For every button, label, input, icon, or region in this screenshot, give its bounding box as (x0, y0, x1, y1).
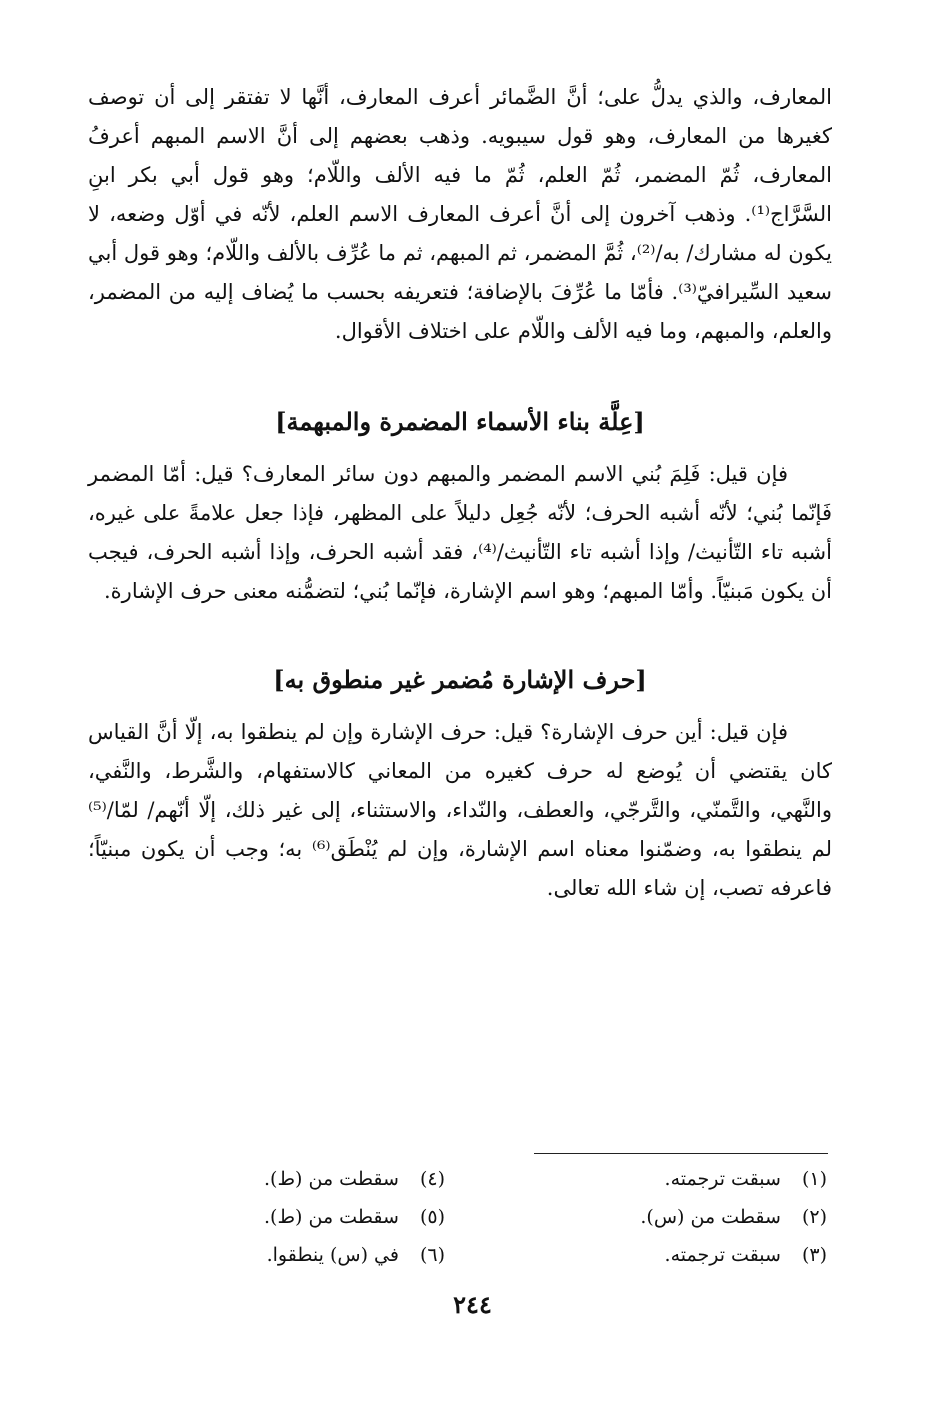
footnote-separator-rule (534, 1153, 828, 1154)
main-text-block-1 (88, 78, 832, 351)
footnote-item: (٤) سقطت من (ط). (264, 1168, 445, 1190)
paragraph-built-pronouns: فإن قيل: فَلِمَ بُني الاسم المضمر والمبهم دون سائر المعارف؟ قيل: أمّا المضمر فَإنّما بُني؛ لأنّه أشبه الحرف؛ لأنّه جُعِل دليلاً على المظهر، فإذا جعل علامةً على غيره، أشبه تاء التّأنيث/ وإذا أشبه تاء التّأنيث/⁽⁴⁾، فقد أشبه الحرف، وإذا أشبه الحرف، فيجب أن يكون مَبنيّاً. وأمّا المبهم؛ وهو اسم الإشارة، فإنّما بُني؛ لتضمُّنه معنى حرف الإشارة. (88, 462, 832, 603)
section-heading-demonstrative-particle: [حرف الإشارة مُضمر غير منطوق به] (273, 665, 647, 694)
footnote-item: (٥) سقطت من (ط). (264, 1206, 445, 1228)
main-text-block-3 (88, 713, 832, 908)
page-number: ٢٤٤ (453, 1290, 492, 1319)
section-heading-built-pronouns: [عِلَّة بناء الأسماء المضمرة والمبهمة] (275, 407, 645, 436)
paragraph-definiteness-ranking: المعارف، والذي يدلُّ على؛ أنَّ الضَّمائر أعرف المعارف، أنَّها لا تفتقر إلى أن توصف كغيرها من المعارف، وهو قول سيبويه. وذهب بعضهم إلى أنَّ الاسم المبهم أعرفُ المعارف، ثُمّ المضمر، ثُمّ العلم، ثُمّ ما فيه الألف واللّام؛ وهو قول أبي بكر ابنِ السَّرَّاج⁽¹⁾. وذهب آخرون إلى أنَّ أعرف المعارف الاسم العلم، لأنّه في أوّل وضعه، لا يكون له مشارك/ به/⁽²⁾، ثُمَّ المضمر، ثم المبهم، ثم ما عُرِّف بالألف واللّام؛ وهو قول أبي سعيد السِّيرافيّ⁽³⁾. فأمّا ما عُرِّفَ بالإضافة؛ فتعريفه بحسب ما يُضاف إليه من المضمر، والعلم، والمبهم، وما فيه الألف واللّام على اختلاف الأقوال. (88, 85, 833, 343)
footnote-item: (٣) سبقت ترجمته. (664, 1244, 827, 1266)
footnotes-right-column (640, 1160, 827, 1274)
footnote-item: (٦) في (س) ينطقوا. (266, 1244, 445, 1266)
main-text-block-2 (88, 455, 832, 611)
footnote-item: (١) سبقت ترجمته. (664, 1168, 827, 1190)
footnotes-left-column (264, 1160, 445, 1274)
paragraph-demonstrative-particle: فإن قيل: أين حرف الإشارة؟ قيل: حرف الإشارة وإن لم ينطقوا به، إلّا أنَّ القياس كان يقتضي أن يُوضع له حرف كغيره من المعاني كالاستفهام، والشَّرط، والنَّفي، والنَّهي، والتَّمنّي، والتَّرجّي، والعطف، والنّداء، والاستثناء، إلى غير ذلك، إلّا أنّهم/ لمّا/⁽⁵⁾ لم ينطقوا به، وضمّنوا معناه اسم الإشارة، وإن لم يُنْطَق⁽⁶⁾ به؛ وجب أن يكون مبنيّاً؛ فاعرفه تصب، إن شاء الله تعالى. (88, 720, 832, 900)
footnote-item: (٢) سقطت من (س). (640, 1206, 827, 1228)
